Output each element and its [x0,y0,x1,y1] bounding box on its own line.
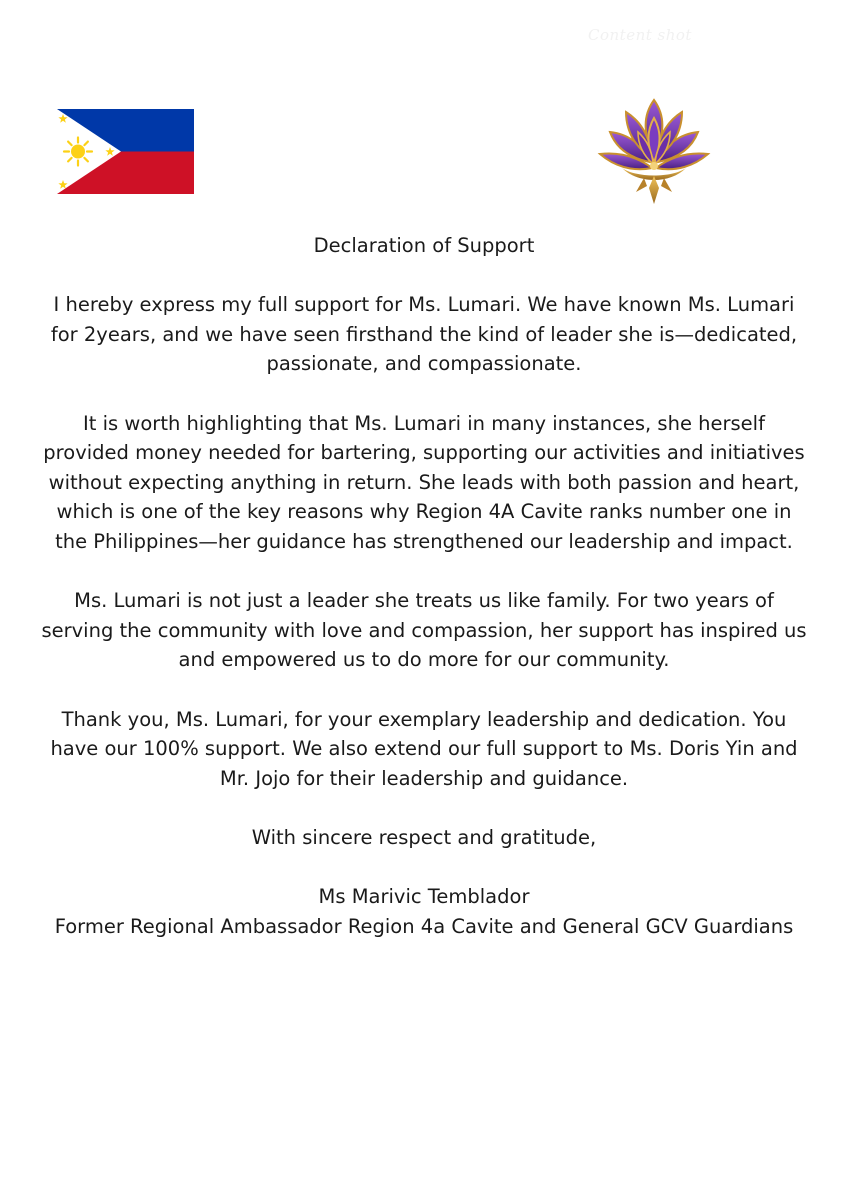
letter-paragraph-1: I hereby express my full support for Ms. Lumari. We have known Ms. Lumari for 2years, and we have seen firsthand the kind of leader she is—dedicated, passionate, and compassionate. [50,293,798,376]
letter-paragraph-3: Ms. Lumari is not just a leader she treats us like family. For two years of serving the community with love and compassion, her support has inspired us and empowered us to do more for our community. [41,589,807,672]
lotus-emblem-icon [592,92,716,210]
philippine-flag-icon [57,109,194,194]
letter-body [40,231,808,941]
letter-title: Declaration of Support [313,234,535,257]
letter-closing: With sincere respect and gratitude, [251,825,597,849]
signature-name: Ms Marivic Temblador [318,885,530,909]
watermark-text: Content shot [588,26,692,44]
letter-paragraph-2: It is worth highlighting that Ms. Lumari in many instances, she herself provided money needed for bartering, supporting our activities and initiatives without expecting anything in return. She leads with both passion and heart, which is one of the key reasons why Region 4A Cavite ranks number one in the Philippines—her guidance has strengthened our leadership and impact. [43,411,805,553]
letter-paragraph-4: Thank you, Ms. Lumari, for your exemplary leadership and dedication. You have our 100% support. We also extend our full support to Ms. Doris Yin and Mr. Jojo for their leadership and guidance. [50,707,798,790]
signature-title: Former Regional Ambassador Region 4a Cavite and General GCV Guardians [54,914,794,938]
